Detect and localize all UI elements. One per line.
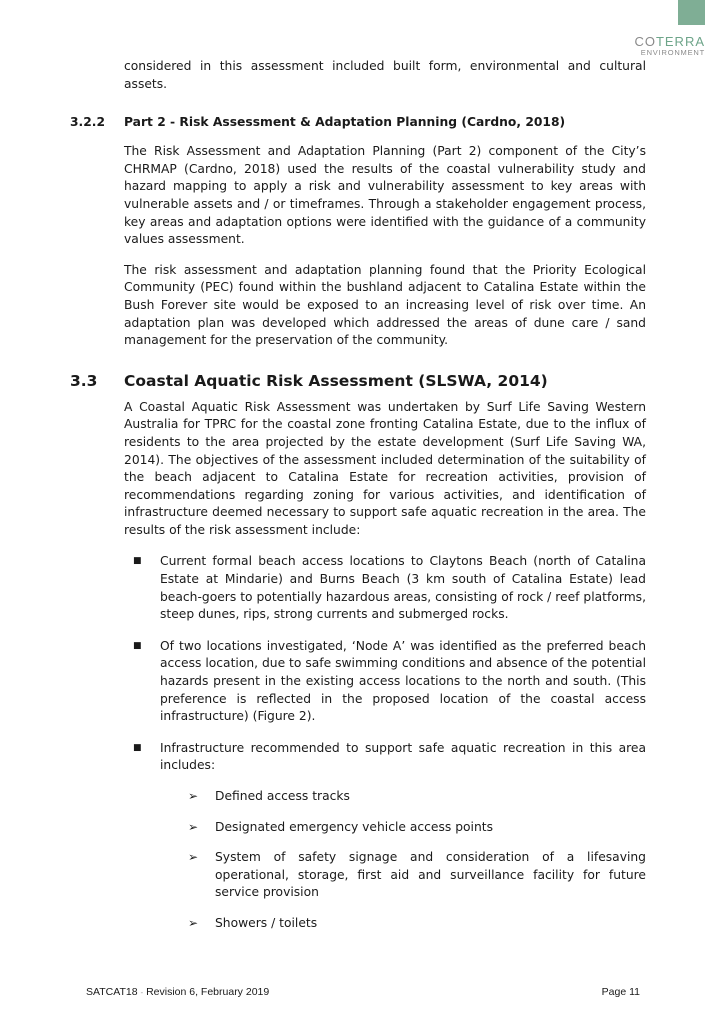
bullet-square-icon: ■ <box>133 556 142 567</box>
sub-list-item <box>188 915 646 933</box>
list-item-text: Of two locations investigated, ‘Node A’ was identified as the preferred beach access location, due to safe swimming conditions and absence of the potential hazards present in the existing access locations to the north and south. (This preference is reflected in the proposed location of the coastal access infrastructure) (Figure 2). <box>160 638 646 724</box>
list-item-text: Infrastructure recommended to support safe aquatic recreation in this area includes: <box>160 740 646 773</box>
sub-list-item-text: Defined access tracks <box>215 789 350 803</box>
heading-3-2-2 <box>0 115 705 133</box>
logo-subtitle: ENVIRONMENT <box>640 48 705 57</box>
sub-list-item-text: Designated emergency vehicle access points <box>215 819 493 834</box>
sub-list-item <box>188 819 646 837</box>
list-item <box>133 638 646 726</box>
corner-tab <box>678 0 705 25</box>
footer-page-number: Page 11 <box>601 986 640 998</box>
logo-wordmark: COTERRA <box>634 34 705 49</box>
arrow-bullet-icon: ➢ <box>188 850 199 865</box>
paragraph: A Coastal Aquatic Risk Assessment was undertaken by Surf Life Saving Western Australia for TPRC for the coastal zone fronting Catalina Estate, due to the influx of residents to the area projected by the estate development (Surf Life Saving WA, 2014). The objectives of the assessment included determination of the suitability of the beach adjacent to Catalina Estate for recreation activities, provision of recommendations regarding zoning for various activities, and identification of infrastructure deemed necessary to support safe aquatic recreation in the area. The results of the risk assessment include: <box>124 399 646 537</box>
intro-paragraph: considered in this assessment included built form, environmental and cultural assets. <box>124 59 646 91</box>
arrow-bullet-icon: ➢ <box>188 915 199 930</box>
heading-3-3 <box>0 372 705 394</box>
arrow-bullet-icon: ➢ <box>188 789 199 803</box>
heading-title: Coastal Aquatic Risk Assessment (SLSWA, 2014) <box>124 371 548 390</box>
coterra-logo <box>634 35 705 57</box>
footer-revision: Revision 6, February 2019 <box>146 986 270 998</box>
footer-doc-id: SATCAT18 <box>86 986 138 998</box>
arrow-bullet-icon: ➢ <box>188 819 199 834</box>
footer-doc-info <box>86 986 269 998</box>
bullet-square-icon: ■ <box>133 640 142 651</box>
bullet-square-icon: ■ <box>133 742 142 753</box>
list-item <box>133 740 646 775</box>
sub-list-item <box>188 788 646 806</box>
sub-list-item-text: System of safety signage and consideration of a lifesaving operational, storage, first aid and surveillance facility for future service provision <box>215 850 646 900</box>
heading-number: 3.3 <box>70 371 98 390</box>
sub-list-item-text: Showers / toilets <box>215 915 318 930</box>
heading-number: 3.2.2 <box>70 115 106 130</box>
list-item <box>133 553 646 623</box>
heading-title: Part 2 - Risk Assessment & Adaptation Planning (Cardno, 2018) <box>124 115 566 130</box>
sub-list-item <box>188 849 646 902</box>
page-content <box>0 58 705 933</box>
list-item-text: Current formal beach access locations to Claytons Beach (north of Catalina Estate at Mindarie) and Burns Beach (3 km south of Catalina Estate) lead beach-goers to potentially hazardous areas, consisting of rock / reef platforms, steep dunes, rips, strong currents and submerged rocks. <box>160 554 646 622</box>
paragraph: The risk assessment and adaptation planning found that the Priority Ecological Community (PEC) found within the bushland adjacent to Catalina Estate within the Bush Forever site would be exposed to an increasing level of risk over time. An adaptation plan was developed which addressed the areas of dune care / sand management for the preservation of the community. <box>124 262 646 348</box>
paragraph: The Risk Assessment and Adaptation Planning (Part 2) component of the City’s CHRMAP (Cardno, 2018) used the results of the coastal vulnerability study and hazard mapping to apply a risk and vulnerability assessment to key areas with vulnerable assets and / or timeframes. Through a stakeholder engagement process, key areas and adaptation options were identified with the guidance of a community values assessment. <box>124 144 646 247</box>
footer-separator: - <box>140 988 144 997</box>
